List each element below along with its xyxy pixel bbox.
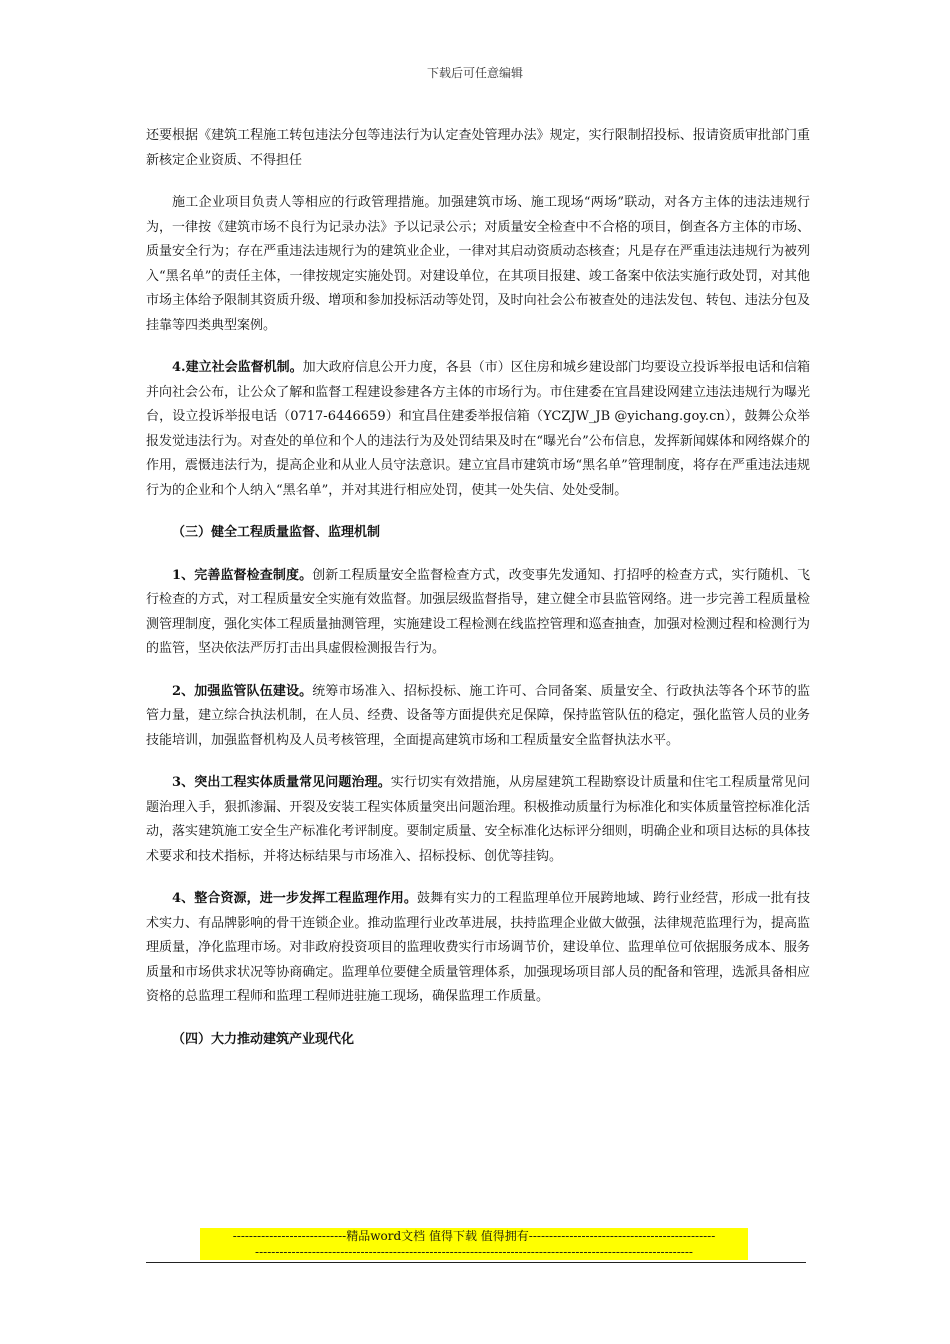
footer-divider [146,1262,806,1263]
banner-line-2: ------------------------------------------------------------------------------------------------------------ [255,1245,693,1259]
paragraph-1: 还要根据《建筑工程施工转包违法分包等违法行为认定查处管理办法》规定，实行限制招投标、报请资质审批部门重新核定企业资质、不得担任 [146,128,810,168]
section-heading-4: （四）大力推动建筑产业现代化 [172,1031,355,1047]
paragraph-body: 实行切实有效措施，从房屋建筑工程勘察设计质量和住宅工程质量常见问题治理入手，狠抓渗漏、开裂及安装工程实体质量突出问题治理。积极推动质量行为标准化和实体质量管控标准化活动，落实建筑施工安全生产标准化考评制度。要制定质量、安全标准化达标评分细则，明确企业和项目达标的具体技术要求和技术指标，并将达标结果与市场准入、招标投标、创优等挂钩。 [146,775,810,864]
section-heading-3: （三）健全工程质量监督、监理机制 [172,525,381,540]
document-body [146,124,810,1070]
paragraph-title: 4、整合资源，进一步发挥工程监理作用。 [172,891,418,906]
paragraph-title: 1、完善监督检查制度。 [172,567,313,583]
paragraph-title: 3、突出工程实体质量常见问题治理。 [172,775,391,790]
paragraph-body: 鼓舞有实力的工程监理单位开展跨地域、跨行业经营，形成一批有技术实力、有品牌影响的骨干连锁企业。推动监理行业改革进展，扶持监理企业做大做强，法律规范监理行为，提高监理质量，净化监理市场。对非政府投资项目的监理收费实行市场调节价，建设单位、监理单位可依据服务成本、服务质量和市场供求状况等协商确定。监理单位要健全质量管理体系，加强现场项目部人员的配备和管理，选派具备相应资格的总监理工程师和监理工程师进驻施工现场，确保监理工作质量。 [146,891,810,1004]
paragraph-team [146,680,810,754]
page-header: 下载后可任意编辑 [426,66,523,80]
banner-line-1: ----------------------------精品word文档 值得下载 值得拥有---------------------------------------------- [232,1229,716,1243]
footer-banner [200,1228,748,1260]
paragraph-inspection [146,564,810,662]
paragraph-2: 施工企业项目负责人等相应的行政管理措施。加强建筑市场、施工现场“两场”联动，对各方主体的违法违规行为，一律按《建筑市场不良行为记录办法》予以记录公示；对质量安全检查中不合格的项目，倒查各方主体的市场、质量安全行为；存在严重违法违规行为的建筑业企业，一律对其启动资质动态核查；凡是存在严重违法违规行为被列入“黑名单”的责任主体，一律按规定实施处罚。对建设单位，在其项目报建、竣工备案中依法实施行政处罚，对其他市场主体给予限制其资质升级、增项和参加投标活动等处罚，及时向社会公布被查处的违法发包、转包、违法分包及挂靠等四类典型案例。 [146,195,810,333]
paragraph-social-supervision [146,356,810,503]
paragraph-title: 2、加强监管队伍建设。 [172,683,313,699]
paragraph-title: 4.建立社会监督机制。 [172,360,303,375]
paragraph-body: 加大政府信息公开力度，各县（市）区住房和城乡建设部门均要设立投诉举报电话和信箱并向社会公布，让公众了解和监督工程建设参建各方主体的市场行为。市住建委在宜昌建设网建立违法违规行为曝光台，设立投诉举报电话（0717-6446659）和宜昌住建委举报信箱（YCZJW_JB @yichang.goy.cn），鼓舞公众举报发觉违法行为。对查处的单位和个人的违法行为及处罚结果及时在“曝光台”公布信息，发挥新闻媒体和网络媒介的作用，震慑违法行为，提高企业和从业人员守法意识。建立宜昌市建筑市场“黑名单”管理制度，将存在严重违法违规行为的企业和个人纳入“黑名单”，并对其进行相应处罚，使其一处失信、处处受制。 [146,360,810,498]
paragraph-supervision [146,887,810,1010]
paragraph-quality [146,771,810,869]
paragraph-body: 创新工程质量安全监督检查方式，改变事先发通知、打招呼的检查方式，实行随机、飞行检查的方式，对工程质量安全实施有效监督。加强层级监督指导，建立健全市县监管网络。进一步完善工程质量检测管理制度，强化实体工程质量抽测管理，实施建设工程检测在线监控管理和巡查抽查，加强对检测过程和检测行为的监管，坚决依法严厉打击出具虚假检测报告行为。 [146,567,810,656]
paragraph-body: 统筹市场准入、招标投标、施工许可、合同备案、质量安全、行政执法等各个环节的监管力量，建立综合执法机制，在人员、经费、设备等方面提供充足保障，保持监管队伍的稳定，强化监管人员的业务技能培训，加强监督机构及人员考核管理，全面提高建筑市场和工程质量安全监督执法水平。 [146,683,810,748]
